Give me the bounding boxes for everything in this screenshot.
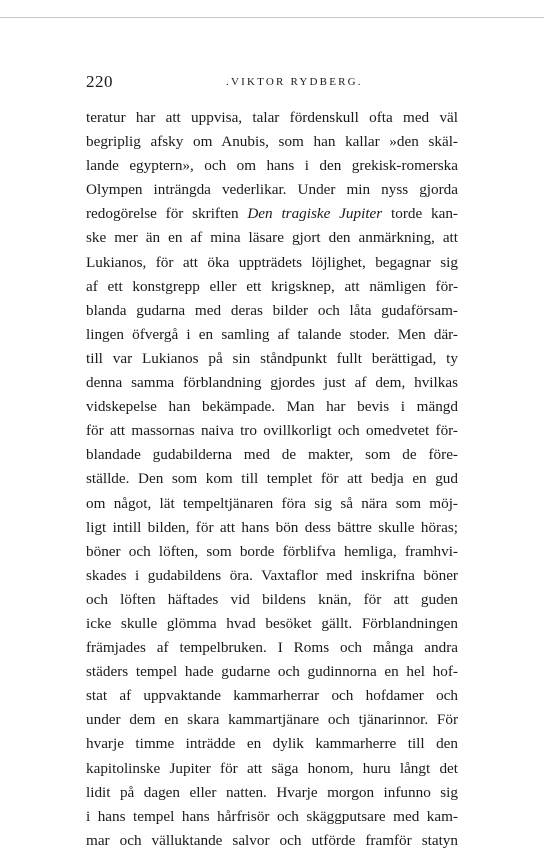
text-segment: Lukianos, för att öka uppträdets löjlighet, begagnar sig bbox=[86, 253, 458, 271]
text-segment: och löften häftades vid bildens knän, för att guden bbox=[86, 590, 458, 608]
text-segment: hvarje timme inträdde en dylik kammarherre till den bbox=[86, 735, 458, 753]
text-line bbox=[86, 226, 458, 250]
text-segment: lidit på dagen eller natten. Hvarje morgon infunno sig bbox=[86, 783, 458, 801]
text-segment: torde kan- bbox=[382, 205, 458, 223]
text-segment: stat af uppvaktande kammarherrar och hofdamer och bbox=[86, 687, 458, 705]
text-line bbox=[86, 251, 458, 275]
text-line bbox=[86, 347, 458, 371]
italic-title: Den tragiske Jupiter bbox=[247, 205, 383, 223]
page-header bbox=[86, 72, 458, 92]
text-line bbox=[86, 419, 458, 443]
text-segment: Olympen inträngda vederlikar. Under min nyss gjorda bbox=[86, 181, 458, 199]
text-segment: kapitolinske Jupiter för att säga honom, huru långt det bbox=[86, 759, 458, 777]
text-line bbox=[86, 178, 458, 202]
text-line bbox=[86, 323, 458, 347]
top-rule bbox=[0, 17, 544, 18]
text-line bbox=[86, 708, 458, 732]
text-segment: mar och välluktande salvor och utförde framför statyn bbox=[86, 831, 458, 849]
text-line bbox=[86, 588, 458, 612]
text-line bbox=[86, 757, 458, 781]
text-segment: begriplig afsky om Anubis, som han kallar »den skäl- bbox=[86, 133, 458, 151]
text-line bbox=[86, 202, 458, 226]
text-line bbox=[86, 781, 458, 805]
text-line bbox=[86, 805, 458, 829]
text-segment: blanda gudarna med deras bilder och låta gudaförsam- bbox=[86, 301, 458, 319]
text-line bbox=[86, 492, 458, 516]
text-line bbox=[86, 154, 458, 178]
text-segment: blandade gudabilderna med de makter, som de före- bbox=[86, 446, 458, 464]
text-line bbox=[86, 106, 458, 130]
text-segment: teratur har att uppvisa, talar fördenskull ofta med väl bbox=[86, 109, 458, 126]
text-line bbox=[86, 612, 458, 636]
text-segment: icke skulle glömma hvad besöket gällt. Förblandningen bbox=[86, 614, 458, 632]
text-segment: ställde. Den som kom till templet för att bedja en gud bbox=[86, 470, 458, 488]
text-line bbox=[86, 443, 458, 467]
text-segment: ligt intill bilden, för att hans bön dess bättre skulle höras; bbox=[86, 518, 458, 536]
text-line bbox=[86, 299, 458, 323]
text-line bbox=[86, 660, 458, 684]
text-segment: lande egyptern», och om hans i den grekisk-romerska bbox=[86, 157, 458, 175]
text-segment: städers tempel hade gudarne och gudinnorna en hel hof- bbox=[86, 663, 458, 681]
text-line bbox=[86, 829, 458, 853]
text-line bbox=[86, 636, 458, 660]
text-segment: till var Lukianos på sin ståndpunkt fullt berättigad, ty bbox=[86, 349, 458, 367]
text-segment: denna samma förblandning gjordes just af dem, hvilkas bbox=[86, 374, 458, 392]
text-segment: främjades af tempelbruken. I Roms och många andra bbox=[86, 639, 458, 657]
text-line bbox=[86, 371, 458, 395]
text-segment: skades i gudabildens öra. Vaxtaflor med inskrifna böner bbox=[86, 566, 458, 584]
text-segment: vidskepelse han bekämpade. Man har bevis i mängd bbox=[86, 398, 458, 416]
text-line bbox=[86, 684, 458, 708]
text-line bbox=[86, 564, 458, 588]
text-segment: för att massornas naiva tro ovillkorligt och omedvetet för- bbox=[86, 422, 458, 440]
text-segment: om något, lät tempeltjänaren föra sig så nära som möj- bbox=[86, 494, 458, 512]
text-segment: lingen öfvergå i en samling af talande stoder. Men där- bbox=[86, 325, 458, 343]
text-line bbox=[86, 130, 458, 154]
text-line bbox=[86, 395, 458, 419]
text-segment: ske mer än en af mina läsare gjort den anmärkning, att bbox=[86, 229, 458, 247]
text-line bbox=[86, 540, 458, 564]
text-segment: i hans tempel hans hårfrisör och skäggputsare med kam- bbox=[86, 807, 458, 825]
text-segment: redogörelse för skriften bbox=[86, 205, 248, 223]
running-head: .VIKTOR RYDBERG. bbox=[226, 76, 363, 88]
text-segment: under dem en skara kammartjänare och tjänarinnor. För bbox=[86, 711, 458, 729]
text-line bbox=[86, 467, 458, 491]
page-number: 220 bbox=[86, 72, 113, 91]
text-segment: af ett konstgrepp eller ett krigsknep, att nämligen för- bbox=[86, 277, 458, 295]
text-line bbox=[86, 275, 458, 299]
text-line bbox=[86, 732, 458, 756]
text-line bbox=[86, 516, 458, 540]
text-segment: böner och löften, som borde förblifva hemliga, framhvi- bbox=[86, 542, 458, 560]
body-text bbox=[86, 106, 458, 853]
